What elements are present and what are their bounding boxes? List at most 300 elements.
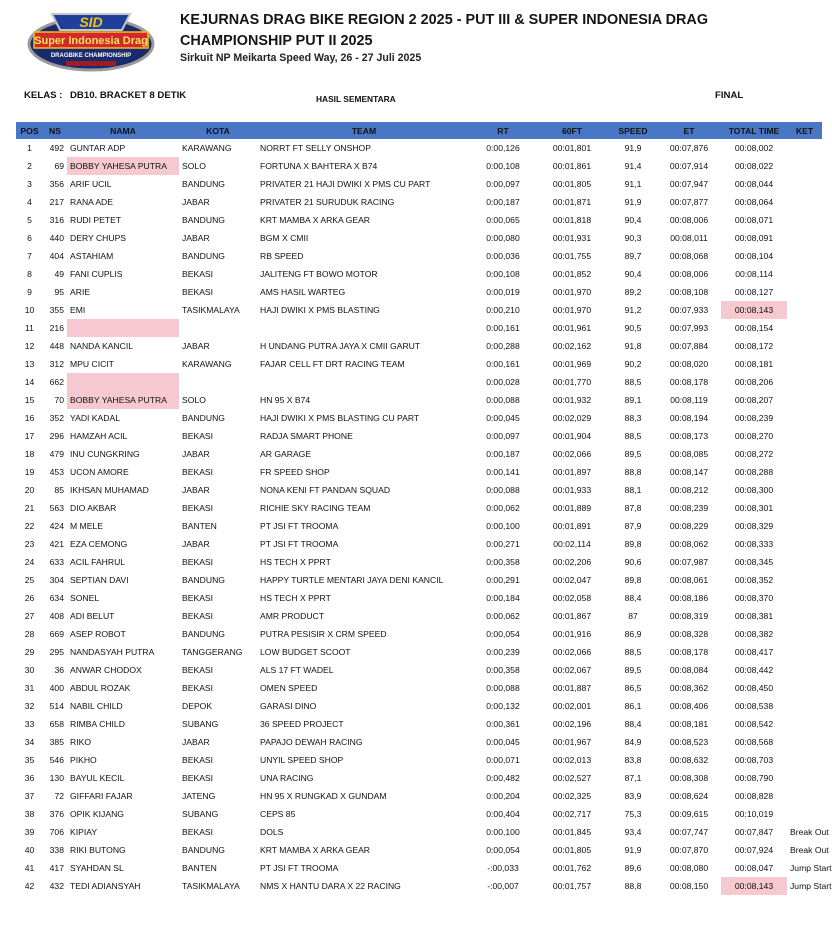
- cell-pos: 12: [24, 341, 35, 351]
- cell-ket: [787, 517, 822, 535]
- cell-kota: DEPOK: [182, 701, 213, 711]
- cell-et: 00:07,870: [669, 845, 709, 855]
- hasil-label: HASIL SEMENTARA: [316, 94, 396, 104]
- cell-total-time: 00:07,847: [734, 827, 774, 837]
- cell-speed: 87,8: [624, 503, 642, 513]
- cell-nama: ASTAHIAM: [70, 251, 114, 261]
- cell-kota: BANTEN: [182, 863, 217, 873]
- cell-pos: 31: [24, 683, 35, 693]
- table-body: [16, 139, 832, 895]
- cell-total-time: 00:08,143: [721, 877, 787, 895]
- cell-kota: BEKASI: [182, 503, 214, 513]
- cell-nama: BOBBY YAHESA PUTRA: [67, 391, 179, 409]
- cell-team: OMEN SPEED: [260, 683, 318, 693]
- cell-pos: 21: [24, 503, 35, 513]
- table-row: [16, 283, 822, 301]
- column-header-ket: KET: [787, 122, 822, 139]
- cell-total-time: 00:08,301: [734, 503, 774, 513]
- cell-60ft: 00:01,818: [552, 215, 592, 225]
- cell-kota: JABAR: [182, 737, 210, 747]
- cell-et: 00:07,947: [669, 179, 709, 189]
- cell-rt: 0:00,054: [486, 629, 520, 639]
- cell-nama: HAMZAH ACIL: [70, 431, 128, 441]
- cell-pos: 36: [24, 773, 35, 783]
- cell-rt: 0:00,184: [486, 593, 520, 603]
- cell-kota: BANTEN: [182, 521, 217, 531]
- cell-et: 00:07,747: [669, 827, 709, 837]
- cell-nama: ASEP ROBOT: [70, 629, 126, 639]
- event-logo: [22, 4, 160, 74]
- cell-nama: DIO AKBAR: [70, 503, 117, 513]
- cell-pos: 40: [24, 845, 35, 855]
- cell-ns: 479: [49, 449, 64, 459]
- cell-speed: 89,1: [624, 395, 642, 405]
- cell-nama: ANWAR CHODOX: [70, 665, 142, 675]
- cell-nama: GIFFARI FAJAR: [70, 791, 133, 801]
- cell-total-time: 00:08,270: [734, 431, 774, 441]
- cell-ket: [787, 697, 822, 715]
- table-row: [16, 427, 822, 445]
- table-row: [16, 175, 822, 193]
- cell-ket: [787, 337, 822, 355]
- cell-speed: 89,2: [624, 287, 642, 297]
- cell-total-time: 00:08,206: [734, 377, 774, 387]
- cell-pos: 14: [24, 377, 35, 387]
- cell-ns: 216: [49, 323, 64, 333]
- cell-speed: 90,2: [624, 359, 642, 369]
- cell-nama: RIKI BUTONG: [70, 845, 126, 855]
- cell-ns: 658: [49, 719, 64, 729]
- stage-label: FINAL: [715, 90, 744, 101]
- cell-ns: 69: [54, 161, 64, 171]
- cell-ket: [787, 175, 822, 193]
- cell-ns: 296: [49, 431, 64, 441]
- cell-pos: 9: [27, 287, 32, 297]
- cell-ns: 492: [49, 143, 64, 153]
- cell-nama: IKHSAN MUHAMAD: [70, 485, 149, 495]
- cell-et: 00:08,406: [669, 701, 709, 711]
- cell-rt: 0:00,080: [486, 233, 520, 243]
- cell-total-time: 00:08,172: [734, 341, 774, 351]
- cell-pos: 37: [24, 791, 35, 801]
- cell-rt: 0:00,108: [486, 269, 520, 279]
- cell-kota: BEKASI: [182, 557, 214, 567]
- cell-team: NORRT FT SELLY ONSHOP: [260, 143, 371, 153]
- cell-kota: BANDUNG: [182, 413, 225, 423]
- cell-total-time: 00:08,002: [734, 143, 774, 153]
- cell-total-time: 00:08,104: [734, 251, 774, 261]
- cell-ns: 400: [49, 683, 64, 693]
- cell-rt: 0:00,361: [486, 719, 520, 729]
- cell-ket: [787, 139, 822, 157]
- cell-pos: 23: [24, 539, 35, 549]
- cell-rt: 0:00,358: [486, 557, 520, 567]
- cell-60ft: 00:01,805: [552, 845, 592, 855]
- cell-nama: [67, 373, 179, 391]
- cell-et: 00:08,239: [669, 503, 709, 513]
- cell-et: 00:08,108: [669, 287, 709, 297]
- cell-nama: [67, 319, 179, 337]
- cell-pos: 32: [24, 701, 35, 711]
- cell-ket: [787, 589, 822, 607]
- cell-ket: [787, 463, 822, 481]
- cell-pos: 39: [24, 827, 35, 837]
- cell-60ft: 00:01,889: [552, 503, 592, 513]
- cell-nama: SEPTIAN DAVI: [70, 575, 129, 585]
- cell-ns: 404: [49, 251, 64, 261]
- table-row: [16, 805, 822, 823]
- cell-ket: [787, 625, 822, 643]
- cell-total-time: 00:08,064: [734, 197, 774, 207]
- cell-nama: NANDA KANCIL: [70, 341, 134, 351]
- cell-team: CEPS 85: [260, 809, 296, 819]
- cell-total-time: 00:08,345: [734, 557, 774, 567]
- cell-team: FAJAR CELL FT DRT RACING TEAM: [260, 359, 405, 369]
- cell-ns: 316: [49, 215, 64, 225]
- cell-60ft: 00:01,967: [552, 737, 592, 747]
- cell-rt: 0:00,097: [486, 431, 520, 441]
- cell-pos: 34: [24, 737, 35, 747]
- cell-kota: TANGGERANG: [182, 647, 243, 657]
- cell-60ft: 00:02,066: [552, 647, 592, 657]
- cell-total-time: 00:08,370: [734, 593, 774, 603]
- cell-rt: 0:00,141: [486, 467, 520, 477]
- cell-nama: KIPIAY: [70, 827, 98, 837]
- cell-pos: 33: [24, 719, 35, 729]
- cell-speed: 88,8: [624, 467, 642, 477]
- cell-et: 00:07,987: [669, 557, 709, 567]
- kelas-label: KELAS :: [24, 90, 63, 101]
- cell-speed: 89,5: [624, 665, 642, 675]
- cell-kota: JABAR: [182, 197, 210, 207]
- table-row: [16, 193, 822, 211]
- cell-total-time: 00:08,382: [734, 629, 774, 639]
- table-row: [16, 877, 822, 895]
- cell-total-time: 00:08,450: [734, 683, 774, 693]
- cell-kota: [179, 319, 257, 337]
- cell-et: 00:08,308: [669, 773, 709, 783]
- cell-total-time: 00:08,352: [734, 575, 774, 585]
- event-title: KEJURNAS DRAG BIKE REGION 2 2025 - PUT III & SUPER INDONESIA DRAG CHAMPIONSHIP PUT II 2025: [180, 12, 709, 49]
- cell-ns: 514: [49, 701, 64, 711]
- cell-rt: 0:00,271: [486, 539, 520, 549]
- cell-team: PT JSI FT TROOMA: [260, 863, 339, 873]
- cell-ns: 453: [49, 467, 64, 477]
- table-row: [16, 625, 822, 643]
- cell-pos: 5: [27, 215, 32, 225]
- cell-speed: 88,4: [624, 593, 642, 603]
- cell-rt: 0:00,065: [486, 215, 520, 225]
- cell-nama: GUNTAR ADP: [70, 143, 126, 153]
- cell-total-time: 00:08,790: [734, 773, 774, 783]
- cell-60ft: 00:01,891: [552, 521, 592, 531]
- cell-rt: 0:00,036: [486, 251, 520, 261]
- cell-team: LOW BUDGET SCOOT: [260, 647, 351, 657]
- cell-nama: INU CUNGKRING: [70, 449, 140, 459]
- cell-ket: [787, 733, 822, 751]
- cell-pos: 11: [25, 323, 34, 333]
- cell-et: 00:07,993: [669, 323, 709, 333]
- column-header-nama: NAMA: [67, 122, 179, 139]
- cell-et: 00:07,876: [669, 143, 709, 153]
- cell-ket: [787, 391, 822, 409]
- table-row: [16, 571, 822, 589]
- cell-ket: [787, 319, 822, 337]
- cell-rt: 0:00,028: [486, 377, 520, 387]
- cell-ket: [787, 301, 822, 319]
- logo-sub-text: DRAGBIKE CHAMPIONSHIP: [50, 53, 132, 59]
- cell-speed: 91,8: [624, 341, 642, 351]
- cell-nama: ACIL FAHRUL: [70, 557, 126, 567]
- cell-ns: 338: [49, 845, 64, 855]
- cell-nama: ARIF UCIL: [70, 179, 112, 189]
- cell-team: DOLS: [260, 827, 284, 837]
- cell-60ft: 00:01,961: [552, 323, 592, 333]
- logo-top-text: SID: [79, 14, 103, 30]
- column-header-ns: NS: [43, 122, 67, 139]
- cell-ket: [787, 769, 822, 787]
- cell-et: 00:08,080: [669, 863, 709, 873]
- cell-60ft: 00:01,805: [552, 179, 592, 189]
- cell-et: 00:08,178: [669, 377, 709, 387]
- cell-ket: [787, 283, 822, 301]
- cell-ket: [787, 535, 822, 553]
- table-row: [16, 301, 822, 319]
- cell-kota: BEKASI: [182, 683, 214, 693]
- cell-speed: 91,9: [624, 197, 642, 207]
- cell-kota: JATENG: [182, 791, 216, 801]
- cell-pos: 16: [24, 413, 35, 423]
- cell-speed: 87: [628, 611, 638, 621]
- cell-rt: 0:00,126: [486, 143, 520, 153]
- cell-pos: 19: [24, 467, 35, 477]
- table-row: [16, 229, 822, 247]
- cell-nama: TEDI ADIANSYAH: [70, 881, 141, 891]
- column-header-total-time: TOTAL TIME: [721, 122, 787, 139]
- cell-60ft: 00:01,932: [552, 395, 592, 405]
- cell-pos: 6: [27, 233, 32, 243]
- cell-ns: 70: [54, 395, 64, 405]
- kelas-value: DB10. BRACKET 8 DETIK: [70, 90, 187, 101]
- cell-nama: RIKO: [70, 737, 92, 747]
- cell-60ft: 00:01,762: [552, 863, 592, 873]
- cell-team: RADJA SMART PHONE: [260, 431, 353, 441]
- cell-speed: 88,5: [624, 377, 642, 387]
- cell-ns: 432: [49, 881, 64, 891]
- table-row: [16, 211, 822, 229]
- cell-total-time: 00:08,333: [734, 539, 774, 549]
- cell-pos: 27: [24, 611, 35, 621]
- cell-team: PT JSI FT TROOMA: [260, 521, 339, 531]
- cell-ns: 85: [54, 485, 64, 495]
- cell-nama: SYAHDAN SL: [70, 863, 124, 873]
- cell-ket: [787, 715, 822, 733]
- table-row: [16, 607, 822, 625]
- cell-nama: BOBBY YAHESA PUTRA: [67, 157, 179, 175]
- cell-rt: 0:00,100: [486, 827, 520, 837]
- cell-ket: [787, 499, 822, 517]
- cell-rt: 0:00,071: [486, 755, 520, 765]
- cell-60ft: 00:01,852: [552, 269, 592, 279]
- cell-nama: MPU CICIT: [70, 359, 114, 369]
- cell-team: HAJI DWIKI X PMS BLASTING: [260, 305, 380, 315]
- cell-60ft: 00:01,757: [552, 881, 592, 891]
- cell-60ft: 00:02,013: [552, 755, 592, 765]
- cell-ns: 669: [49, 629, 64, 639]
- cell-team: HN 95 X RUNGKAD X GUNDAM: [260, 791, 387, 801]
- cell-pos: 1: [27, 143, 32, 153]
- table-row: [16, 157, 822, 175]
- cell-60ft: 00:01,887: [552, 683, 592, 693]
- cell-total-time: 00:08,114: [735, 269, 773, 279]
- cell-team: RB SPEED: [260, 251, 304, 261]
- cell-rt: 0:00,132: [486, 701, 520, 711]
- cell-rt: 0:00,097: [486, 179, 520, 189]
- cell-ns: 633: [49, 557, 64, 567]
- cell-et: 00:08,119: [670, 395, 708, 405]
- cell-rt: -:00,033: [487, 863, 519, 873]
- table-row: [16, 463, 822, 481]
- cell-total-time: 00:08,091: [734, 233, 774, 243]
- cell-ns: 421: [49, 539, 64, 549]
- cell-total-time: 00:08,381: [734, 611, 774, 621]
- cell-pos: 10: [24, 305, 35, 315]
- cell-total-time: 00:08,022: [734, 161, 774, 171]
- table-row: [16, 859, 822, 877]
- cell-nama: DERY CHUPS: [70, 233, 127, 243]
- cell-60ft: 00:02,325: [552, 791, 592, 801]
- cell-team: PT JSI FT TROOMA: [260, 539, 339, 549]
- cell-speed: 91,9: [624, 845, 642, 855]
- cell-ns: 130: [49, 773, 64, 783]
- cell-et: 00:07,884: [669, 341, 709, 351]
- cell-team: FR SPEED SHOP: [260, 467, 330, 477]
- cell-ns: 95: [54, 287, 64, 297]
- cell-kota: BANDUNG: [182, 179, 225, 189]
- cell-pos: 13: [24, 359, 35, 369]
- cell-nama: SONEL: [70, 593, 100, 603]
- cell-et: 00:08,150: [669, 881, 709, 891]
- logo-main-text: Super Indonesia Drag: [34, 35, 148, 47]
- cell-pos: 4: [27, 197, 32, 207]
- cell-kota: BEKASI: [182, 467, 214, 477]
- cell-60ft: 00:01,970: [552, 287, 592, 297]
- table-row: [16, 661, 822, 679]
- cell-ns: 217: [49, 197, 64, 207]
- cell-speed: 86,9: [624, 629, 642, 639]
- cell-ns: 356: [49, 179, 64, 189]
- cell-speed: 90,6: [624, 557, 642, 567]
- cell-ns: 312: [49, 359, 64, 369]
- cell-rt: 0:00,062: [486, 611, 520, 621]
- cell-speed: 83,9: [624, 791, 642, 801]
- cell-total-time: 00:08,047: [734, 863, 774, 873]
- cell-nama: YADI KADAL: [70, 413, 120, 423]
- cell-ns: 385: [49, 737, 64, 747]
- cell-ns: 440: [49, 233, 64, 243]
- cell-ket: [787, 787, 822, 805]
- table-row: [16, 751, 822, 769]
- cell-rt: 0:00,404: [486, 809, 520, 819]
- cell-nama: BAYUL KECIL: [70, 773, 125, 783]
- cell-kota: BANDUNG: [182, 629, 225, 639]
- cell-ket: [787, 247, 822, 265]
- cell-total-time: 00:08,127: [734, 287, 774, 297]
- cell-et: 00:08,194: [669, 413, 709, 423]
- cell-nama: RUDI PETET: [70, 215, 122, 225]
- cell-team: AR GARAGE: [260, 449, 312, 459]
- cell-et: 00:08,632: [669, 755, 709, 765]
- cell-kota: BEKASI: [182, 827, 214, 837]
- cell-kota: JABAR: [182, 449, 210, 459]
- column-header-et: ET: [657, 122, 721, 139]
- cell-60ft: 00:02,067: [552, 665, 592, 675]
- cell-ket: [787, 445, 822, 463]
- cell-ket: [787, 661, 822, 679]
- cell-pos: 8: [27, 269, 32, 279]
- cell-speed: 89,6: [624, 863, 642, 873]
- cell-ns: 706: [49, 827, 64, 837]
- cell-speed: 88,1: [624, 485, 642, 495]
- cell-total-time: 00:08,154: [734, 323, 774, 333]
- cell-nama: M MELE: [70, 521, 103, 531]
- table-row: [16, 733, 822, 751]
- cell-nama: NABIL CHILD: [70, 701, 123, 711]
- cell-et: 00:07,933: [669, 305, 709, 315]
- cell-60ft: 00:01,867: [552, 611, 592, 621]
- cell-pos: 42: [24, 881, 35, 891]
- cell-et: 00:08,084: [669, 665, 709, 675]
- cell-nama: OPIK KIJANG: [70, 809, 124, 819]
- cell-et: 00:08,068: [669, 251, 709, 261]
- cell-speed: 88,4: [624, 719, 642, 729]
- cell-total-time: 00:07,924: [734, 845, 774, 855]
- cell-ns: 376: [49, 809, 64, 819]
- cell-ket: [787, 571, 822, 589]
- cell-60ft: 00:01,969: [552, 359, 592, 369]
- cell-kota: BEKASI: [182, 287, 214, 297]
- table-row: [16, 139, 822, 157]
- cell-ket: [787, 643, 822, 661]
- cell-kota: JABAR: [182, 539, 210, 549]
- cell-speed: 91,1: [624, 179, 642, 189]
- cell-team: BGM X CMII: [260, 233, 309, 243]
- cell-total-time: 00:08,288: [734, 467, 774, 477]
- cell-pos: 7: [27, 251, 32, 261]
- cell-et: 00:08,523: [669, 737, 709, 747]
- cell-60ft: 00:02,029: [552, 413, 592, 423]
- cell-nama: FANI CUPLIS: [70, 269, 123, 279]
- cell-et: 00:08,186: [669, 593, 709, 603]
- cell-total-time: 00:08,703: [734, 755, 774, 765]
- column-header-kota: KOTA: [179, 122, 257, 139]
- cell-et: 00:08,011: [670, 233, 708, 243]
- cell-kota: JABAR: [182, 233, 210, 243]
- cell-speed: 90,5: [624, 323, 642, 333]
- cell-ns: 72: [54, 791, 64, 801]
- table-row: [16, 697, 822, 715]
- cell-total-time: 00:08,329: [734, 521, 774, 531]
- cell-rt: 0:00,187: [486, 197, 520, 207]
- cell-ket: [787, 607, 822, 625]
- cell-rt: -:00,007: [487, 881, 519, 891]
- cell-team: HS TECH X PPRT: [260, 593, 331, 603]
- cell-ket: Break Out: [790, 845, 829, 855]
- cell-total-time: 00:08,300: [734, 485, 774, 495]
- cell-team: PAPAJO DEWAH RACING: [260, 737, 363, 747]
- table-row: [16, 499, 822, 517]
- cell-et: 00:08,020: [669, 359, 709, 369]
